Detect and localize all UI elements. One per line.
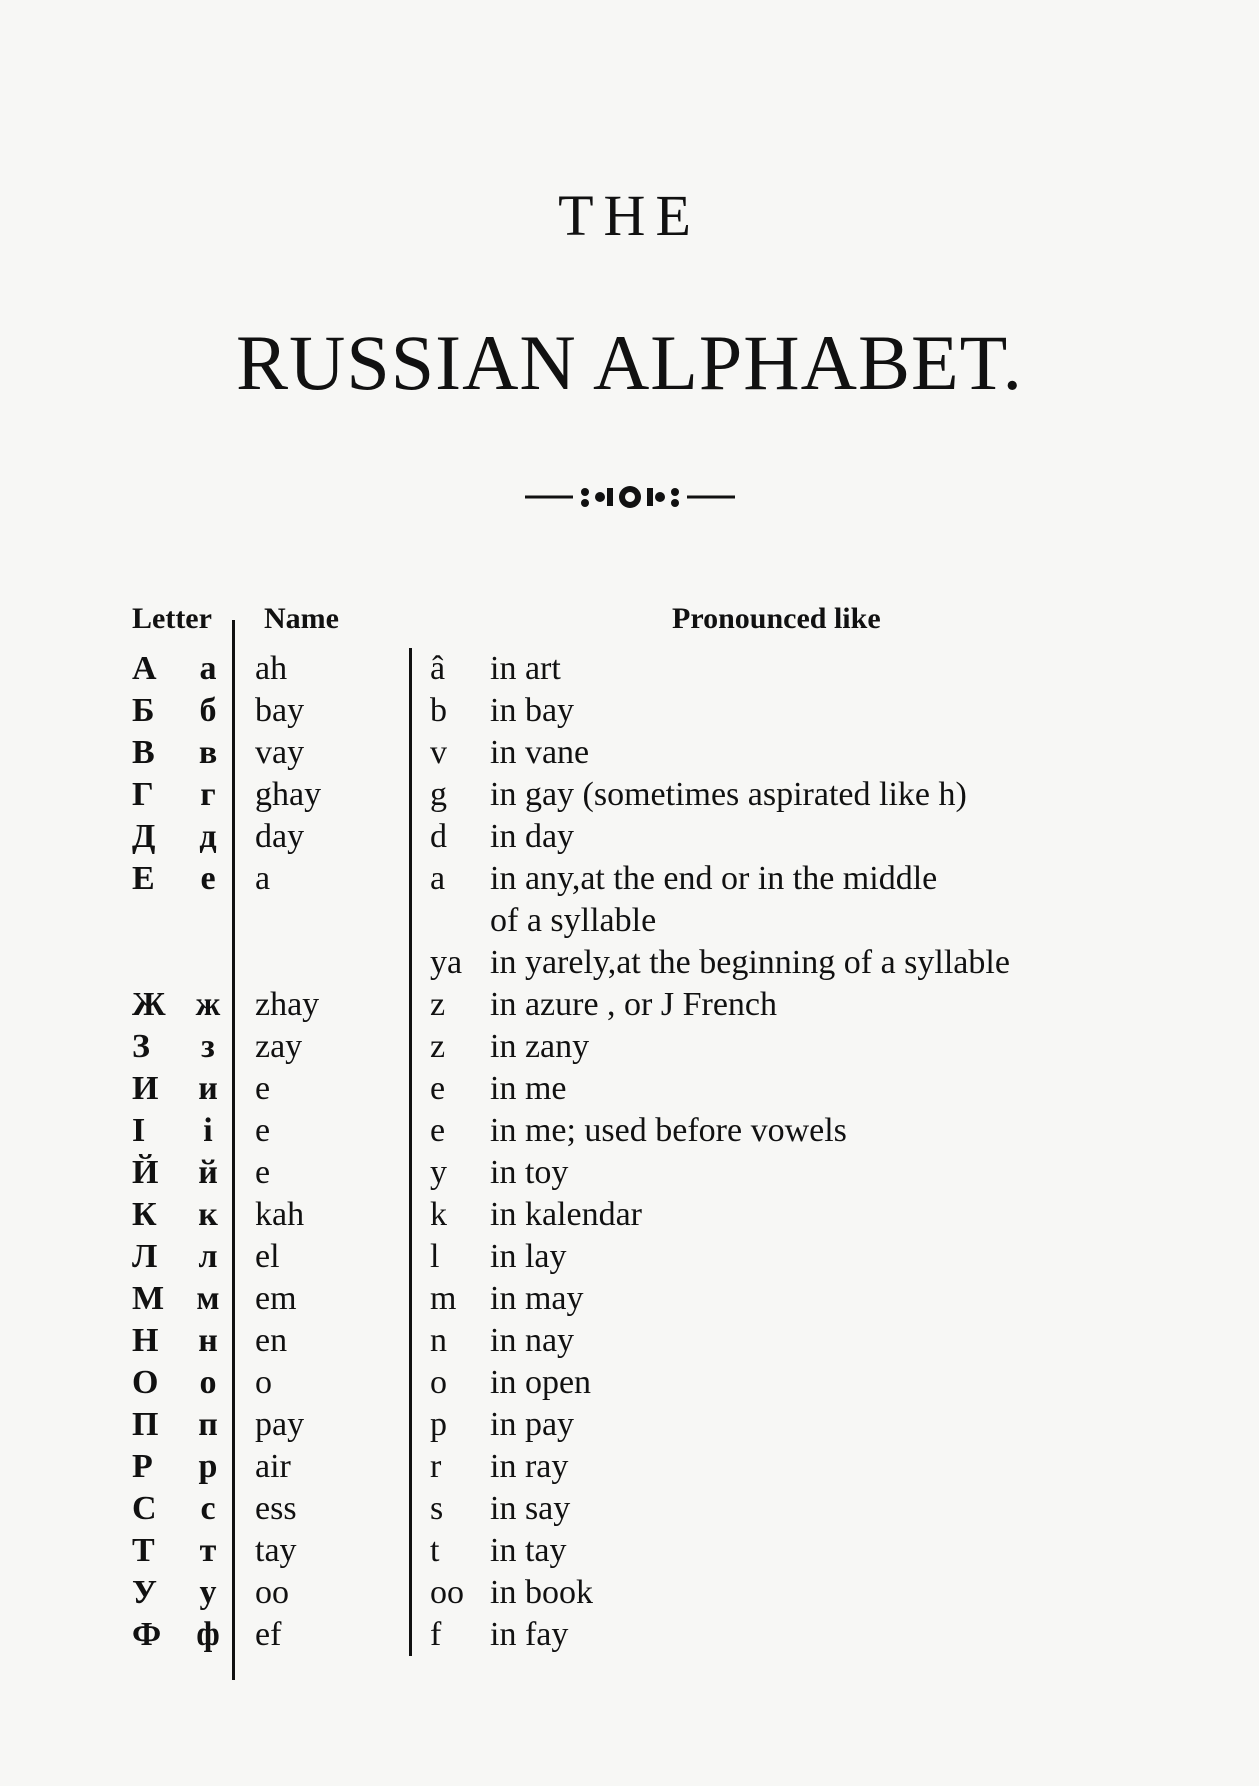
letter-uppercase: Л [132, 1238, 158, 1275]
letter-lowercase: г [200, 776, 216, 813]
pronunciation: in tay [490, 1532, 567, 1569]
letter-uppercase: М [132, 1280, 165, 1317]
pronunciation: in may [490, 1280, 584, 1317]
letter-name: ah [255, 650, 288, 687]
table-row [0, 1068, 1259, 1110]
letter-uppercase: Р [132, 1448, 153, 1485]
letter-lowercase: о [199, 1364, 217, 1401]
table-row [0, 1026, 1259, 1068]
letter-lowercase: м [196, 1280, 220, 1317]
letter-name: tay [255, 1532, 297, 1569]
letter-name: a [255, 860, 271, 897]
sound: n [430, 1322, 447, 1359]
pronunciation: in say [490, 1490, 571, 1527]
letter-name: vay [255, 734, 305, 771]
letter-lowercase: б [199, 692, 217, 729]
sound: k [430, 1196, 447, 1233]
pronunciation: in gay (sometimes aspirated like h) [490, 776, 967, 813]
letter-name: day [255, 818, 305, 855]
letter-name: e [255, 1112, 271, 1149]
letter-uppercase: Б [132, 692, 155, 729]
letter-uppercase: З [132, 1028, 150, 1065]
sound: f [430, 1616, 442, 1653]
table-row [0, 1362, 1259, 1404]
sound: p [430, 1406, 447, 1443]
pronunciation: in nay [490, 1322, 575, 1359]
pronunciation: in kalendar [490, 1196, 642, 1233]
letter-uppercase: Н [132, 1322, 159, 1359]
letter-uppercase: І [132, 1112, 146, 1149]
letter-name: kah [255, 1196, 305, 1233]
letter-uppercase: Ж [132, 986, 166, 1023]
letter-lowercase: й [198, 1154, 218, 1191]
pronunciation: in lay [490, 1238, 567, 1275]
letter-uppercase: Е [132, 860, 155, 897]
page-title: RUSSIAN ALPHABET. [236, 319, 1023, 406]
alphabet-table [0, 648, 1259, 1656]
pronunciation: in day [490, 818, 575, 855]
table-row [0, 1152, 1259, 1194]
letter-uppercase: У [132, 1574, 157, 1611]
pronunciation-continued: of a syllable [490, 902, 657, 939]
letter-name: zay [255, 1028, 303, 1065]
letter-uppercase: П [132, 1406, 159, 1443]
table-row [0, 1110, 1259, 1152]
pronunciation: in vane [490, 734, 590, 771]
table-row [0, 1194, 1259, 1236]
letter-lowercase: е [200, 860, 216, 897]
sound: v [430, 734, 447, 771]
letter-lowercase: у [199, 1574, 217, 1611]
sound: z [430, 1028, 446, 1065]
sound: d [430, 818, 447, 855]
pronunciation: in me [490, 1070, 567, 1107]
letter-name: zhay [255, 986, 320, 1023]
pronunciation: in toy [490, 1154, 569, 1191]
table-row [0, 858, 1259, 942]
table-row [0, 1320, 1259, 1362]
pronunciation: in pay [490, 1406, 575, 1443]
title-the: THE [558, 183, 701, 248]
sound: a [430, 860, 446, 897]
letter-lowercase: л [198, 1238, 218, 1275]
sound: s [430, 1490, 444, 1527]
sound: t [430, 1532, 440, 1569]
table-row [0, 1614, 1259, 1656]
letter-name: el [255, 1238, 280, 1275]
letter-lowercase: д [199, 818, 217, 855]
sound: oo [430, 1574, 464, 1611]
pronunciation: in art [490, 650, 561, 687]
letter-lowercase: к [198, 1196, 218, 1233]
sound: b [430, 692, 447, 729]
pronunciation: in yarely,at the beginning of a syllable [490, 944, 1010, 981]
header-name: Name [264, 602, 339, 635]
letter-lowercase: и [198, 1070, 218, 1107]
table-row [0, 984, 1259, 1026]
table-row [0, 1278, 1259, 1320]
letter-name: o [255, 1364, 272, 1401]
table-row [0, 1236, 1259, 1278]
pronunciation: in ray [490, 1448, 569, 1485]
letter-lowercase: з [201, 1028, 215, 1065]
letter-uppercase: Г [132, 776, 154, 813]
letter-name: pay [255, 1406, 305, 1443]
letter-uppercase: Ф [132, 1616, 162, 1653]
letter-uppercase: Д [132, 818, 156, 855]
letter-name: e [255, 1154, 271, 1191]
decorative-flourish-icon [525, 482, 735, 512]
letter-name: en [255, 1322, 288, 1359]
letter-name: air [255, 1448, 291, 1485]
sound: y [430, 1154, 447, 1191]
sound: r [430, 1448, 442, 1485]
pronunciation: in zany [490, 1028, 590, 1065]
pronunciation: in book [490, 1574, 593, 1611]
pronunciation: in me; used before vowels [490, 1112, 847, 1149]
header-pronounced-like: Pronounced like [672, 602, 881, 635]
table-row [0, 1488, 1259, 1530]
letter-uppercase: В [132, 734, 155, 771]
letter-uppercase: К [132, 1196, 157, 1233]
table-row [0, 732, 1259, 774]
table-row [0, 774, 1259, 816]
letter-uppercase: О [132, 1364, 159, 1401]
sound: e [430, 1070, 446, 1107]
pronunciation: in fay [490, 1616, 569, 1653]
letter-name: e [255, 1070, 271, 1107]
letter-lowercase: ж [195, 986, 221, 1023]
table-row [0, 942, 1259, 984]
sound: â [430, 650, 446, 687]
letter-uppercase: Й [132, 1154, 159, 1191]
pronunciation: in any,at the end or in the middle [490, 860, 938, 897]
table-row [0, 816, 1259, 858]
letter-name: ef [255, 1616, 282, 1653]
sound: e [430, 1112, 446, 1149]
letter-lowercase: с [200, 1490, 216, 1527]
letter-lowercase: п [198, 1406, 218, 1443]
sound: ya [430, 944, 463, 981]
table-row [0, 1530, 1259, 1572]
letter-name: oo [255, 1574, 289, 1611]
letter-lowercase: і [203, 1112, 213, 1149]
table-row [0, 648, 1259, 690]
letter-lowercase: в [198, 734, 218, 771]
letter-uppercase: Т [132, 1532, 155, 1569]
sound: z [430, 986, 446, 1023]
letter-uppercase: С [132, 1490, 157, 1527]
letter-name: ess [255, 1490, 297, 1527]
sound: o [430, 1364, 447, 1401]
sound: m [430, 1280, 457, 1317]
letter-name: em [255, 1280, 297, 1317]
pronunciation: in bay [490, 692, 575, 729]
letter-lowercase: ф [196, 1616, 220, 1653]
letter-name: ghay [255, 776, 322, 813]
pronunciation: in azure , or J French [490, 986, 778, 1023]
sound: g [430, 776, 447, 813]
letter-uppercase: А [132, 650, 157, 687]
table-row [0, 1446, 1259, 1488]
table-row [0, 1404, 1259, 1446]
letter-lowercase: а [199, 650, 217, 687]
table-row [0, 1572, 1259, 1614]
letter-lowercase: т [199, 1532, 217, 1569]
letter-lowercase: р [198, 1448, 218, 1485]
letter-lowercase: н [198, 1322, 218, 1359]
header-letter: Letter [132, 602, 212, 635]
letter-name: bay [255, 692, 305, 729]
pronunciation: in open [490, 1364, 592, 1401]
letter-uppercase: И [132, 1070, 159, 1107]
sound: l [430, 1238, 440, 1275]
table-row [0, 690, 1259, 732]
